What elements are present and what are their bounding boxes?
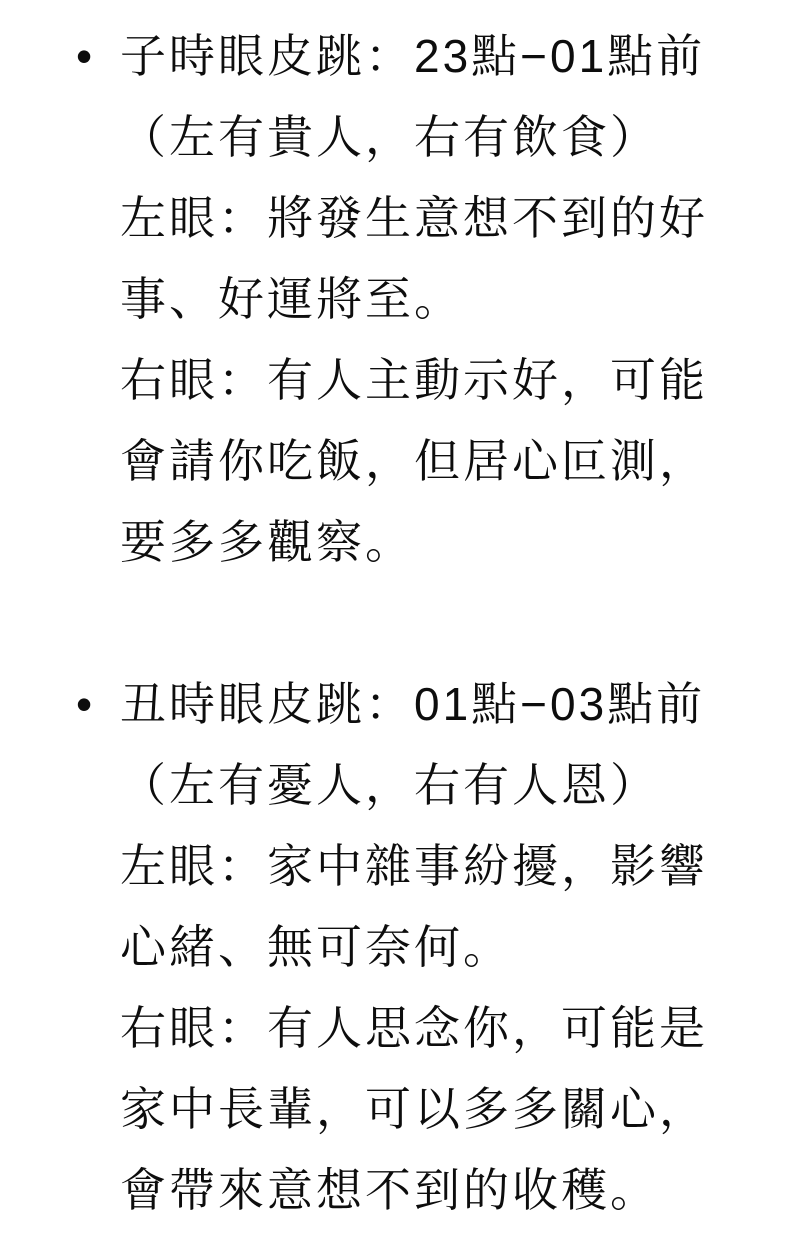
entry-line: 會帶來意想不到的收穫。 <box>120 1164 659 1216</box>
entry-line: 事、好運將至。 <box>120 273 463 325</box>
entry-line: 會請你吃飯，但居心叵測， <box>120 435 708 487</box>
list-item-zi-hour <box>0 16 770 583</box>
entry-line: 左眼：將發生意想不到的好 <box>120 192 708 244</box>
bullet-icon: • <box>76 30 93 82</box>
entry-title-line <box>0 664 770 745</box>
entry-title-text: 丑時眼皮跳：01點−03點前 <box>120 678 706 730</box>
entry-line: 心緒、無可奈何。 <box>120 921 512 973</box>
entry-line: 家中長輩，可以多多關心， <box>120 1083 708 1135</box>
bullet-icon: • <box>76 678 93 730</box>
entry-line: 要多多觀察。 <box>120 516 414 568</box>
entry-line: （左有憂人，右有人恩） <box>120 759 659 811</box>
list-item-chou-hour <box>0 664 770 1231</box>
entry-line: 右眼：有人思念你，可能是 <box>120 1002 708 1054</box>
entry-title-line <box>0 16 770 97</box>
entry-title-text: 子時眼皮跳：23點−01點前 <box>120 30 706 82</box>
entry-line: 右眼：有人主動示好，可能 <box>120 354 708 406</box>
entry-line: 左眼：家中雜事紛擾，影響 <box>120 840 708 892</box>
entry-line: （左有貴人，右有飲食） <box>120 111 659 163</box>
section-spacer <box>0 583 770 664</box>
